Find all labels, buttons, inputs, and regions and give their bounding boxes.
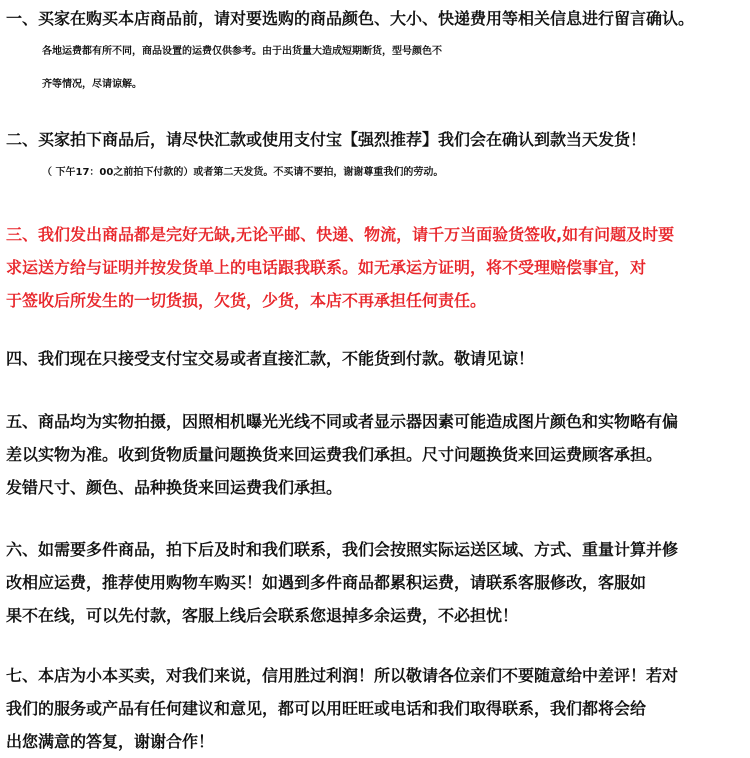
- notice-line: 六、如需要多件商品，拍下后及时和我们联系，我们会按照实际运送区域、方式、重量计算并修: [6, 540, 679, 559]
- notice-line: 一、买家在购买本店商品前，请对要选购的商品颜色、大小、快递费用等相关信息进行留言确认。: [6, 9, 695, 28]
- notice-line: 五、商品均为实物拍摄，因照相机曝光光线不同或者显示器因素可能造成图片颜色和实物略有偏: [6, 412, 679, 431]
- notice-line: 于签收后所发生的一切货损，欠货，少货，本店不再承担任何责任。: [6, 291, 487, 310]
- notice-item-6: [6, 533, 746, 632]
- notice-line: 三、我们发出商品都是完好无缺,无论平邮、快递、物流，请千万当面验货签收,如有问题及时要: [6, 225, 675, 244]
- notice-item-5: [6, 405, 746, 504]
- notice-line: 差以实物为准。收到货物质量问题换货来回运费我们承担。尺寸问题换货来回运费顾客承担。: [6, 445, 663, 464]
- notice-item-1: [6, 2, 746, 101]
- notice-line: （ 下午17：00之前拍下付款的）或者第二天发货。不买请不要拍，谢谢尊重我们的劳动。: [42, 167, 444, 178]
- notice-line: 四、我们现在只接受支付宝交易或者直接汇款，不能货到付款。敬请见谅！: [6, 349, 535, 368]
- notice-line: 二、买家拍下商品后，请尽快汇款或使用支付宝【强烈推荐】我们会在确认到款当天发货！: [6, 130, 647, 149]
- notice-item-3: [6, 218, 746, 317]
- notice-line: 各地运费都有所不同，商品设置的运费仅供参考。由于出货量大造成短期断货，型号颜色不: [42, 46, 442, 57]
- notice-item-7: [6, 659, 746, 758]
- notice-line: 出您满意的答复，谢谢合作！: [6, 732, 215, 751]
- notice-line: 齐等情况，尽请谅解。: [42, 79, 142, 90]
- notice-line: 发错尺寸、颜色、品种换货来回运费我们承担。: [6, 478, 343, 497]
- notice-item-4: [6, 342, 746, 375]
- notice-line: 我们的服务或产品有任何建议和意见，都可以用旺旺或电话和我们取得联系，我们都将会给: [6, 699, 647, 718]
- notice-line: 果不在线，可以先付款，客服上线后会联系您退掉多余运费，不必担忧！: [6, 606, 519, 625]
- notice-line: 七、本店为小本买卖，对我们来说，信用胜过利润！所以敬请各位亲们不要随意给中差评！若对: [6, 666, 679, 685]
- notice-item-2: [6, 123, 746, 189]
- notice-line: 求运送方给与证明并按发货单上的电话跟我联系。如无承运方证明，将不受理赔偿事宜，对: [6, 258, 647, 277]
- notice-line: 改相应运费，推荐使用购物车购买！如遇到多件商品都累积运费，请联系客服修改，客服如: [6, 573, 647, 592]
